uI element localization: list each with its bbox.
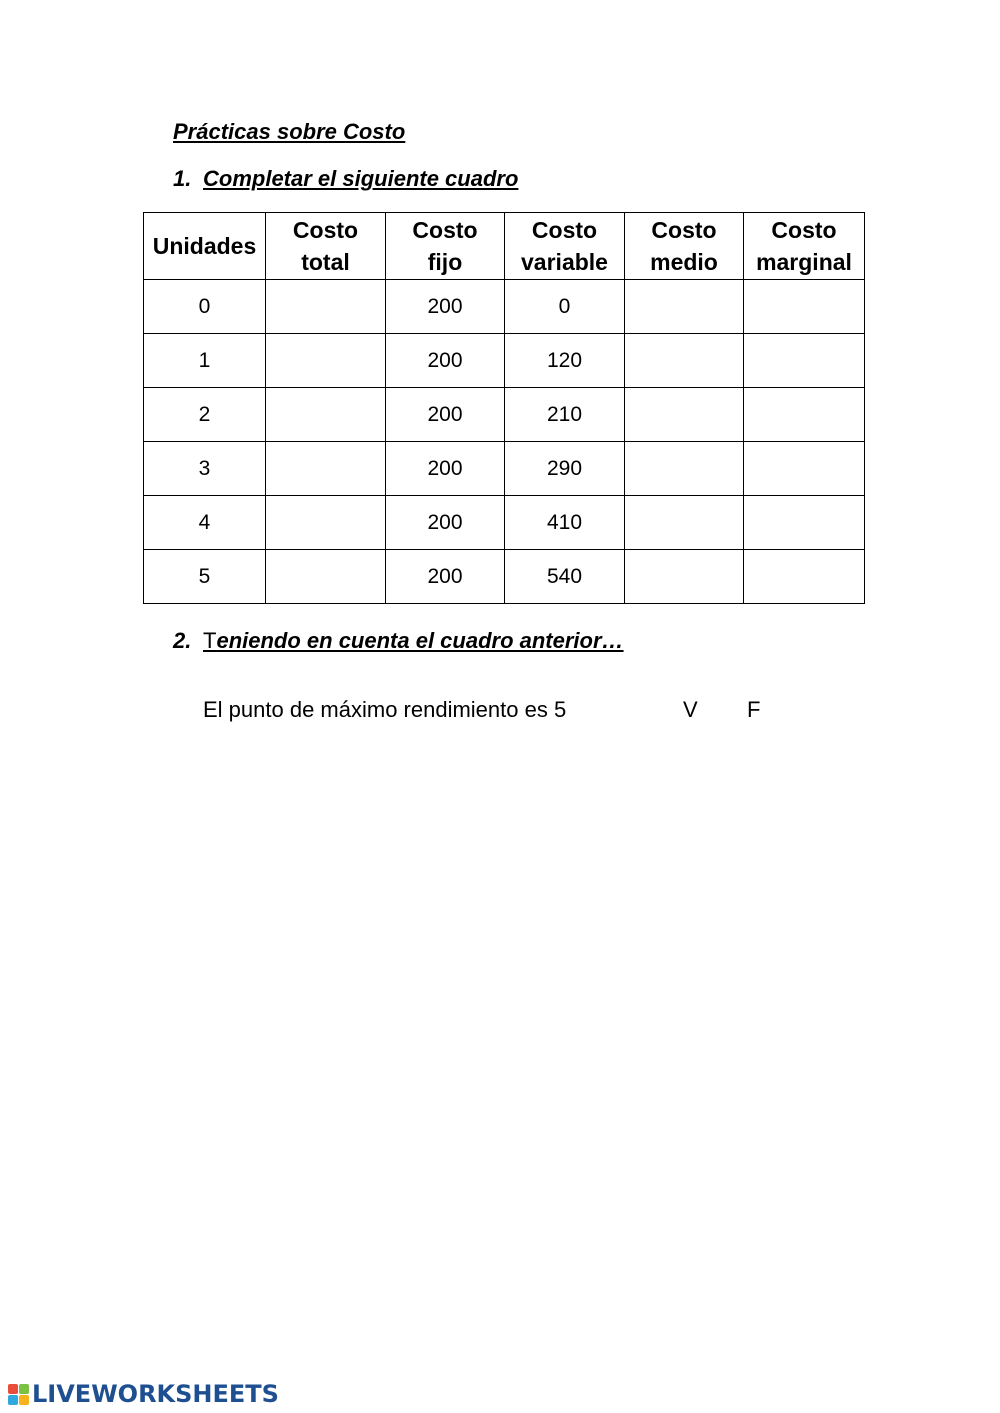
table-row [144, 334, 865, 388]
cell-costo-total-input[interactable] [266, 280, 386, 334]
cell-costo-variable: 120 [505, 334, 625, 388]
cell-costo-marginal-input[interactable] [744, 442, 865, 496]
cell-unidades: 1 [144, 334, 266, 388]
header-costo-medio: Costo medio [625, 213, 744, 280]
cost-table [143, 212, 865, 604]
cell-costo-total-input[interactable] [266, 442, 386, 496]
logo-block [19, 1384, 29, 1394]
table-header-row [144, 213, 865, 280]
option-true[interactable]: V [683, 697, 698, 722]
logo-block [19, 1395, 29, 1405]
cell-unidades: 0 [144, 280, 266, 334]
option-false[interactable]: F [747, 697, 761, 722]
cell-costo-medio-input[interactable] [625, 496, 744, 550]
section-2-number: 2. [173, 628, 192, 653]
cell-costo-variable: 0 [505, 280, 625, 334]
liveworksheets-logo [8, 1380, 279, 1408]
cell-costo-marginal-input[interactable] [744, 388, 865, 442]
cell-unidades: 4 [144, 496, 266, 550]
header-costo-total: Costo total [266, 213, 386, 280]
cell-unidades: 2 [144, 388, 266, 442]
table-row [144, 550, 865, 604]
cell-costo-fijo: 200 [386, 442, 505, 496]
table-row [144, 388, 865, 442]
cell-costo-variable: 410 [505, 496, 625, 550]
header-unidades: Unidades [144, 213, 266, 280]
table-row [144, 496, 865, 550]
cell-costo-marginal-input[interactable] [744, 496, 865, 550]
cell-costo-medio-input[interactable] [625, 550, 744, 604]
cell-costo-marginal-input[interactable] [744, 280, 865, 334]
cell-costo-total-input[interactable] [266, 334, 386, 388]
cell-costo-variable: 290 [505, 442, 625, 496]
cell-costo-variable: 540 [505, 550, 625, 604]
logo-blocks-icon [8, 1384, 29, 1405]
cell-costo-variable: 210 [505, 388, 625, 442]
header-costo-marginal: Costo marginal [744, 213, 865, 280]
logo-block [8, 1395, 18, 1405]
section-1-number: 1. [173, 166, 192, 191]
header-costo-fijo: Costo fijo [386, 213, 505, 280]
cell-costo-medio-input[interactable] [625, 334, 744, 388]
cell-costo-total-input[interactable] [266, 496, 386, 550]
header-costo-variable: Costo variable [505, 213, 625, 280]
cell-costo-total-input[interactable] [266, 550, 386, 604]
cell-costo-fijo: 200 [386, 496, 505, 550]
question-statement: El punto de máximo rendimiento es 5 [203, 697, 567, 722]
cell-costo-marginal-input[interactable] [744, 334, 865, 388]
logo-block [8, 1384, 18, 1394]
cell-costo-fijo: 200 [386, 334, 505, 388]
cell-unidades: 3 [144, 442, 266, 496]
cell-costo-fijo: 200 [386, 550, 505, 604]
cell-costo-medio-input[interactable] [625, 280, 744, 334]
cell-costo-fijo: 200 [386, 388, 505, 442]
brand-name: LIVEWORKSHEETS [32, 1380, 279, 1408]
cell-unidades: 5 [144, 550, 266, 604]
cell-costo-medio-input[interactable] [625, 388, 744, 442]
table-row [144, 442, 865, 496]
section-1-text: Completar el siguiente cuadro [203, 166, 519, 191]
cell-costo-fijo: 200 [386, 280, 505, 334]
section-2-heading [173, 628, 624, 654]
cell-costo-marginal-input[interactable] [744, 550, 865, 604]
cell-costo-medio-input[interactable] [625, 442, 744, 496]
table-row [144, 280, 865, 334]
section-1-heading [173, 166, 518, 192]
section-2-text: eniendo en cuenta el cuadro anterior… [216, 628, 624, 653]
section-2-first-letter: T [203, 628, 217, 653]
cell-costo-total-input[interactable] [266, 388, 386, 442]
page-title: Prácticas sobre Costo [173, 119, 406, 144]
